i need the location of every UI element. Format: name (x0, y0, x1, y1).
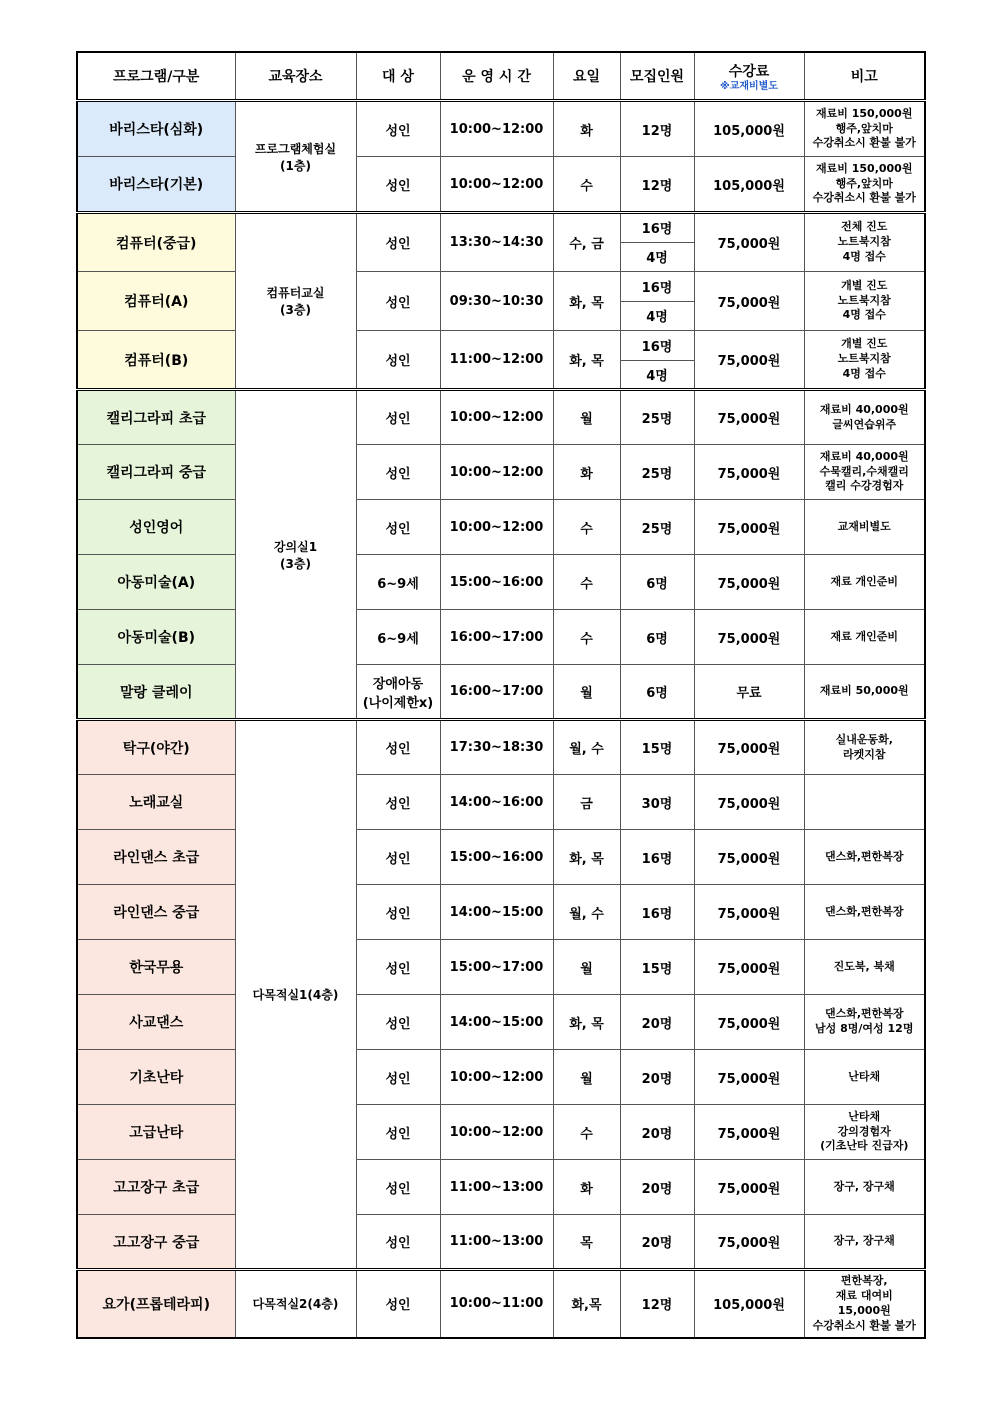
table-row (77, 390, 925, 445)
day-cell: 월 (553, 1050, 620, 1105)
program-name: 말랑 클레이 (77, 665, 235, 720)
note-cell: 전체 진도 노트북지참 4명 접수 (804, 213, 925, 272)
target-cell: 성인 (356, 1160, 440, 1215)
target-cell: 성인 (356, 331, 440, 390)
program-schedule-table (76, 51, 926, 1339)
capacity-cell: 16명 (620, 213, 694, 243)
day-cell: 월 (553, 665, 620, 720)
capacity-cell: 20명 (620, 1105, 694, 1160)
day-cell: 화, 목 (553, 830, 620, 885)
target-cell: 성인 (356, 940, 440, 995)
note-cell: 개별 진도 노트북지참 4명 접수 (804, 331, 925, 390)
note-cell: 재료 개인준비 (804, 555, 925, 610)
capacity-cell: 20명 (620, 1050, 694, 1105)
capacity-cell: 6명 (620, 665, 694, 720)
time-cell: 13:30~14:30 (440, 213, 553, 272)
schedule-body (77, 101, 925, 1338)
note-cell: 실내운동화, 라켓지참 (804, 720, 925, 775)
time-cell: 10:00~12:00 (440, 390, 553, 445)
target-cell: 성인 (356, 720, 440, 775)
target-cell: 성인 (356, 101, 440, 157)
day-cell: 수 (553, 1105, 620, 1160)
note-cell: 난타채 강의경험자 (기초난타 진급자) (804, 1105, 925, 1160)
table-row (77, 885, 925, 940)
table-row (77, 1270, 925, 1338)
program-name: 컴퓨터(B) (77, 331, 235, 390)
target-cell: 성인 (356, 1270, 440, 1338)
fee-cell: 105,000원 (694, 1270, 804, 1338)
program-name: 노래교실 (77, 775, 235, 830)
target-cell: 성인 (356, 1050, 440, 1105)
table-row (77, 1050, 925, 1105)
day-cell: 월, 수 (553, 720, 620, 775)
note-cell: 재료비 150,000원 행주,앞치마 수강취소시 환불 불가 (804, 101, 925, 157)
table-row (77, 157, 925, 213)
time-cell: 11:00~13:00 (440, 1215, 553, 1270)
table-row (77, 272, 925, 302)
capacity-cell: 16명 (620, 331, 694, 361)
capacity-cell: 15명 (620, 720, 694, 775)
location-cell: 컴퓨터교실 (3층) (235, 213, 356, 390)
target-cell: 성인 (356, 995, 440, 1050)
fee-cell: 75,000원 (694, 1215, 804, 1270)
target-cell: 성인 (356, 1215, 440, 1270)
fee-cell: 75,000원 (694, 885, 804, 940)
table-row (77, 1160, 925, 1215)
note-cell: 댄스화,편한복장 (804, 885, 925, 940)
time-cell: 10:00~12:00 (440, 101, 553, 157)
capacity-cell: 20명 (620, 995, 694, 1050)
day-cell: 월 (553, 390, 620, 445)
capacity-cell: 25명 (620, 500, 694, 555)
time-cell: 15:00~16:00 (440, 555, 553, 610)
program-name: 성인영어 (77, 500, 235, 555)
day-cell: 금 (553, 775, 620, 830)
capacity-cell: 4명 (620, 301, 694, 331)
target-cell: 장애아동 (나이제한x) (356, 665, 440, 720)
program-name: 탁구(야간) (77, 720, 235, 775)
capacity-cell: 25명 (620, 390, 694, 445)
table-row (77, 101, 925, 157)
target-cell: 성인 (356, 1105, 440, 1160)
day-cell: 화, 목 (553, 995, 620, 1050)
header-row (77, 52, 925, 101)
fee-cell: 75,000원 (694, 830, 804, 885)
fee-cell: 75,000원 (694, 390, 804, 445)
day-cell: 목 (553, 1215, 620, 1270)
note-cell: 교재비별도 (804, 500, 925, 555)
program-name: 컴퓨터(A) (77, 272, 235, 331)
table-row (77, 830, 925, 885)
table-row (77, 940, 925, 995)
table-row (77, 555, 925, 610)
fee-cell: 75,000원 (694, 940, 804, 995)
fee-cell: 75,000원 (694, 555, 804, 610)
header-target: 대 상 (356, 52, 440, 101)
fee-cell: 무료 (694, 665, 804, 720)
capacity-cell: 4명 (620, 360, 694, 390)
header-capacity: 모집인원 (620, 52, 694, 101)
note-cell: 재료 개인준비 (804, 610, 925, 665)
fee-cell: 75,000원 (694, 445, 804, 500)
location-cell: 다목적실2(4층) (235, 1270, 356, 1338)
day-cell: 월, 수 (553, 885, 620, 940)
day-cell: 수 (553, 610, 620, 665)
table-row (77, 1105, 925, 1160)
header-time: 운 영 시 간 (440, 52, 553, 101)
day-cell: 월 (553, 940, 620, 995)
note-cell: 개별 진도 노트북지참 4명 접수 (804, 272, 925, 331)
capacity-cell: 20명 (620, 1215, 694, 1270)
target-cell: 성인 (356, 500, 440, 555)
table-row (77, 775, 925, 830)
time-cell: 14:00~16:00 (440, 775, 553, 830)
program-name: 캘리그라피 중급 (77, 445, 235, 500)
program-name: 사교댄스 (77, 995, 235, 1050)
time-cell: 17:30~18:30 (440, 720, 553, 775)
table-row (77, 995, 925, 1050)
capacity-cell: 30명 (620, 775, 694, 830)
day-cell: 화, 목 (553, 272, 620, 331)
time-cell: 10:00~12:00 (440, 157, 553, 213)
capacity-cell: 16명 (620, 272, 694, 302)
header-fee-note: ※교재비별도 (719, 80, 779, 92)
note-cell: 댄스화,편한복장 (804, 830, 925, 885)
table-row (77, 665, 925, 720)
program-name: 캘리그라피 초급 (77, 390, 235, 445)
target-cell: 성인 (356, 830, 440, 885)
time-cell: 15:00~17:00 (440, 940, 553, 995)
capacity-cell: 6명 (620, 555, 694, 610)
fee-cell: 75,000원 (694, 775, 804, 830)
table-row (77, 1215, 925, 1270)
target-cell: 성인 (356, 213, 440, 272)
time-cell: 15:00~16:00 (440, 830, 553, 885)
header-day: 요일 (553, 52, 620, 101)
table-row (77, 331, 925, 361)
program-name: 컴퓨터(중급) (77, 213, 235, 272)
capacity-cell: 16명 (620, 830, 694, 885)
program-name: 기초난타 (77, 1050, 235, 1105)
day-cell: 수 (553, 555, 620, 610)
table-row (77, 610, 925, 665)
time-cell: 10:00~12:00 (440, 445, 553, 500)
location-cell: 다목적실1(4층) (235, 720, 356, 1270)
day-cell: 화,목 (553, 1270, 620, 1338)
note-cell: 재료비 50,000원 (804, 665, 925, 720)
location-cell: 프로그램체험실 (1층) (235, 101, 356, 213)
program-name: 바리스타(심화) (77, 101, 235, 157)
capacity-cell: 25명 (620, 445, 694, 500)
header-program: 프로그램/구분 (77, 52, 235, 101)
note-cell: 편한복장, 재료 대여비 15,000원 수강취소시 환불 불가 (804, 1270, 925, 1338)
program-name: 고고장구 중급 (77, 1215, 235, 1270)
target-cell: 성인 (356, 445, 440, 500)
table-row (77, 213, 925, 243)
fee-cell: 75,000원 (694, 995, 804, 1050)
time-cell: 10:00~11:00 (440, 1270, 553, 1338)
fee-cell: 105,000원 (694, 101, 804, 157)
day-cell: 화 (553, 1160, 620, 1215)
time-cell: 10:00~12:00 (440, 1105, 553, 1160)
capacity-cell: 12명 (620, 157, 694, 213)
location-cell: 강의실1 (3층) (235, 390, 356, 720)
day-cell: 화 (553, 101, 620, 157)
target-cell: 6~9세 (356, 610, 440, 665)
capacity-cell: 12명 (620, 1270, 694, 1338)
capacity-cell: 4명 (620, 242, 694, 272)
schedule-container (76, 51, 926, 1339)
note-cell: 장구, 장구채 (804, 1215, 925, 1270)
fee-cell: 75,000원 (694, 1160, 804, 1215)
table-row (77, 500, 925, 555)
day-cell: 수 (553, 157, 620, 213)
capacity-cell: 12명 (620, 101, 694, 157)
program-name: 라인댄스 초급 (77, 830, 235, 885)
target-cell: 성인 (356, 775, 440, 830)
fee-cell: 75,000원 (694, 610, 804, 665)
fee-cell: 75,000원 (694, 1050, 804, 1105)
time-cell: 14:00~15:00 (440, 995, 553, 1050)
header-fee (694, 52, 804, 101)
header-location: 교육장소 (235, 52, 356, 101)
program-name: 고급난타 (77, 1105, 235, 1160)
day-cell: 수, 금 (553, 213, 620, 272)
target-cell: 성인 (356, 272, 440, 331)
capacity-cell: 20명 (620, 1160, 694, 1215)
fee-cell: 75,000원 (694, 213, 804, 272)
time-cell: 10:00~12:00 (440, 500, 553, 555)
fee-cell: 75,000원 (694, 500, 804, 555)
fee-cell: 75,000원 (694, 331, 804, 390)
note-cell: 재료비 40,000원 수묵캘리,수채캘리 캘리 수강경험자 (804, 445, 925, 500)
time-cell: 10:00~12:00 (440, 1050, 553, 1105)
table-row (77, 445, 925, 500)
time-cell: 14:00~15:00 (440, 885, 553, 940)
time-cell: 16:00~17:00 (440, 610, 553, 665)
table-row (77, 720, 925, 775)
program-name: 한국무용 (77, 940, 235, 995)
target-cell: 6~9세 (356, 555, 440, 610)
program-name: 요가(프롭테라피) (77, 1270, 235, 1338)
target-cell: 성인 (356, 390, 440, 445)
note-cell: 장구, 장구채 (804, 1160, 925, 1215)
program-name: 고고장구 초급 (77, 1160, 235, 1215)
day-cell: 화 (553, 445, 620, 500)
time-cell: 11:00~12:00 (440, 331, 553, 390)
program-name: 바리스타(기본) (77, 157, 235, 213)
target-cell: 성인 (356, 885, 440, 940)
fee-cell: 75,000원 (694, 720, 804, 775)
note-cell: 난타채 (804, 1050, 925, 1105)
note-cell: 댄스화,편한복장 남성 8명/여성 12명 (804, 995, 925, 1050)
fee-cell: 75,000원 (694, 1105, 804, 1160)
time-cell: 09:30~10:30 (440, 272, 553, 331)
program-name: 아동미술(A) (77, 555, 235, 610)
note-cell: 재료비 40,000원 글씨연습위주 (804, 390, 925, 445)
day-cell: 수 (553, 500, 620, 555)
capacity-cell: 16명 (620, 885, 694, 940)
program-name: 아동미술(B) (77, 610, 235, 665)
time-cell: 11:00~13:00 (440, 1160, 553, 1215)
fee-cell: 75,000원 (694, 272, 804, 331)
header-remarks: 비고 (804, 52, 925, 101)
fee-cell: 105,000원 (694, 157, 804, 213)
day-cell: 화, 목 (553, 331, 620, 390)
header-fee-label: 수강료 (728, 63, 770, 80)
time-cell: 16:00~17:00 (440, 665, 553, 720)
note-cell (804, 775, 925, 830)
capacity-cell: 15명 (620, 940, 694, 995)
program-name: 라인댄스 중급 (77, 885, 235, 940)
note-cell: 재료비 150,000원 행주,앞치마 수강취소시 환불 불가 (804, 157, 925, 213)
note-cell: 진도북, 북채 (804, 940, 925, 995)
target-cell: 성인 (356, 157, 440, 213)
capacity-cell: 6명 (620, 610, 694, 665)
